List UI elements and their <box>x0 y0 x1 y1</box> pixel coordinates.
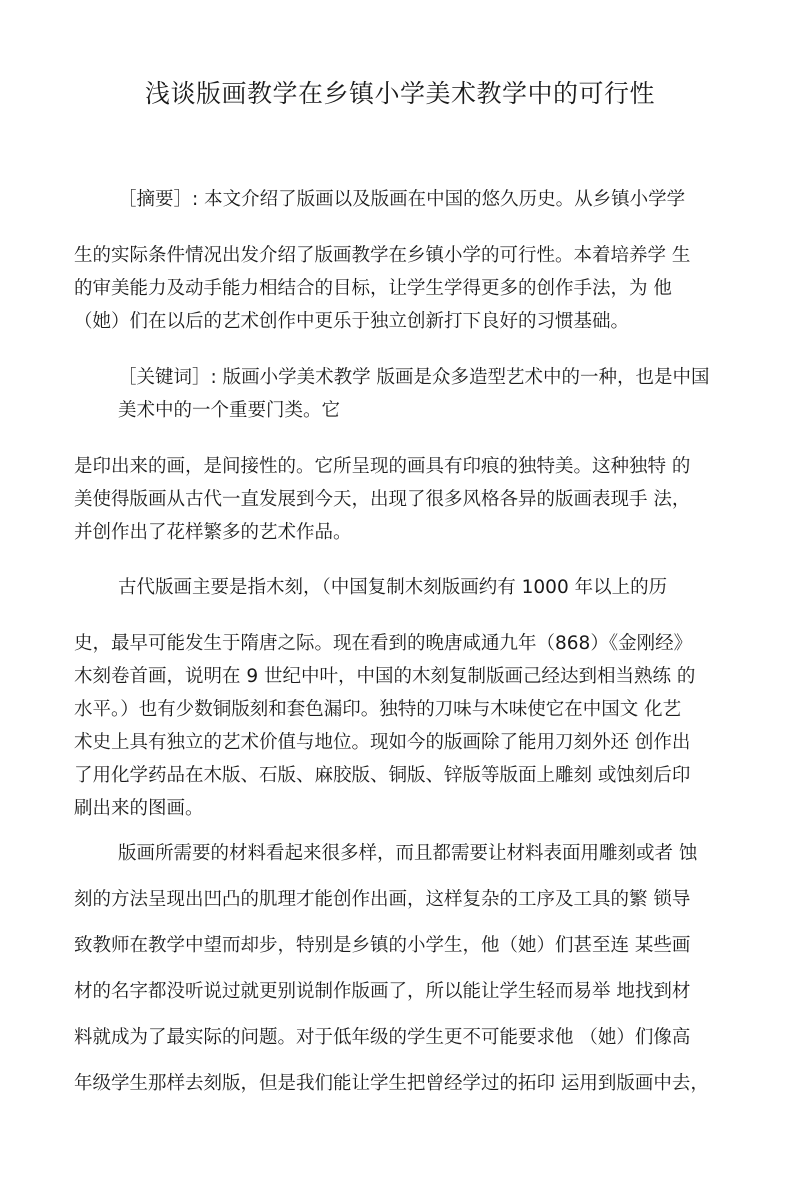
history-line-7: 刷出来的图画。 <box>74 798 204 819</box>
abstract-line-1: ［摘要］: 本文介绍了版画以及版画在中国的悠久历史。从乡镇小学学 <box>118 189 686 210</box>
document-title: 浅谈版画教学在乡镇小学美术教学中的可行性 <box>144 79 655 108</box>
abstract-line-4: （她）们在以后的艺术创作中更乐于独立创新打下良好的习惯基础。 <box>74 311 630 332</box>
materials-line-4: 材的名字都没听说过就更别说制作版画了，所以能让学生轻而易举 地找到材 <box>74 981 691 1002</box>
history-line-5: 术史上具有独立的艺术价值与地位。现如今的版画除了能用刀刻外还 创作出 <box>74 732 691 753</box>
history-line-3: 木刻卷首画，说明在 9 世纪中叶，中国的木刻复制版画己经达到相当熟练 的 <box>74 666 696 687</box>
materials-line-6: 年级学生那样去刻版，但是我们能让学生把曾经学过的拓印 运用到版画中去， <box>74 1073 709 1094</box>
materials-line-3: 致教师在教学中望而却步，特别是乡镇的小学生，他（她）们甚至连 某些画 <box>74 935 691 956</box>
history-line-4: 水平。）也有少数铜版刻和套色漏印。独特的刀味与木味使它在中国文 化艺 <box>74 699 682 720</box>
body-line-1: 是印出来的画，是间接性的。它所呈现的画具有印痕的独特美。这种独特 的 <box>74 456 691 477</box>
keywords-line-2: 美术中的一个重要门类。它 <box>118 400 341 421</box>
abstract-line-3: 的审美能力及动手能力相结合的目标，让学生学得更多的创作手法，为 他 <box>74 278 672 299</box>
materials-line-5: 料就成为了最实际的问题。对于低年级的学生更不可能要求他 （她）们像高 <box>74 1027 691 1048</box>
materials-line-1: 版画所需要的材料看起来很多样，而且都需要让材料表面用雕刻或者 蚀 <box>118 843 698 864</box>
history-line-1: 古代版画主要是指木刻，（中国复制木刻版画约有 1000 年以上的历 <box>118 577 668 598</box>
history-line-6: 了用化学药品在木版、石版、麻胶版、铜版、锌版等版面上雕刻 或蚀刻后印 <box>74 765 691 786</box>
materials-line-2: 刻的方法呈现出凹凸的肌理才能创作出画，这样复杂的工序及工具的繁 锁导 <box>74 889 691 910</box>
body-line-3: 并创作出了花样繁多的艺术作品。 <box>74 522 352 543</box>
body-line-2: 美使得版画从古代一直发展到今天，出现了很多风格各异的版画表现手 法， <box>74 489 691 510</box>
abstract-line-2: 生的实际条件情况出发介绍了版画教学在乡镇小学的可行性。本着培养学 生 <box>74 245 691 266</box>
history-line-2: 史，最早可能发生于隋唐之际。现在看到的晚唐咸通九年（868）《金刚经》 <box>74 633 693 654</box>
keywords-line-1: ［关键词］: 版画小学美术教学 版画是众多造型艺术中的一种，也是中国 <box>118 367 710 388</box>
